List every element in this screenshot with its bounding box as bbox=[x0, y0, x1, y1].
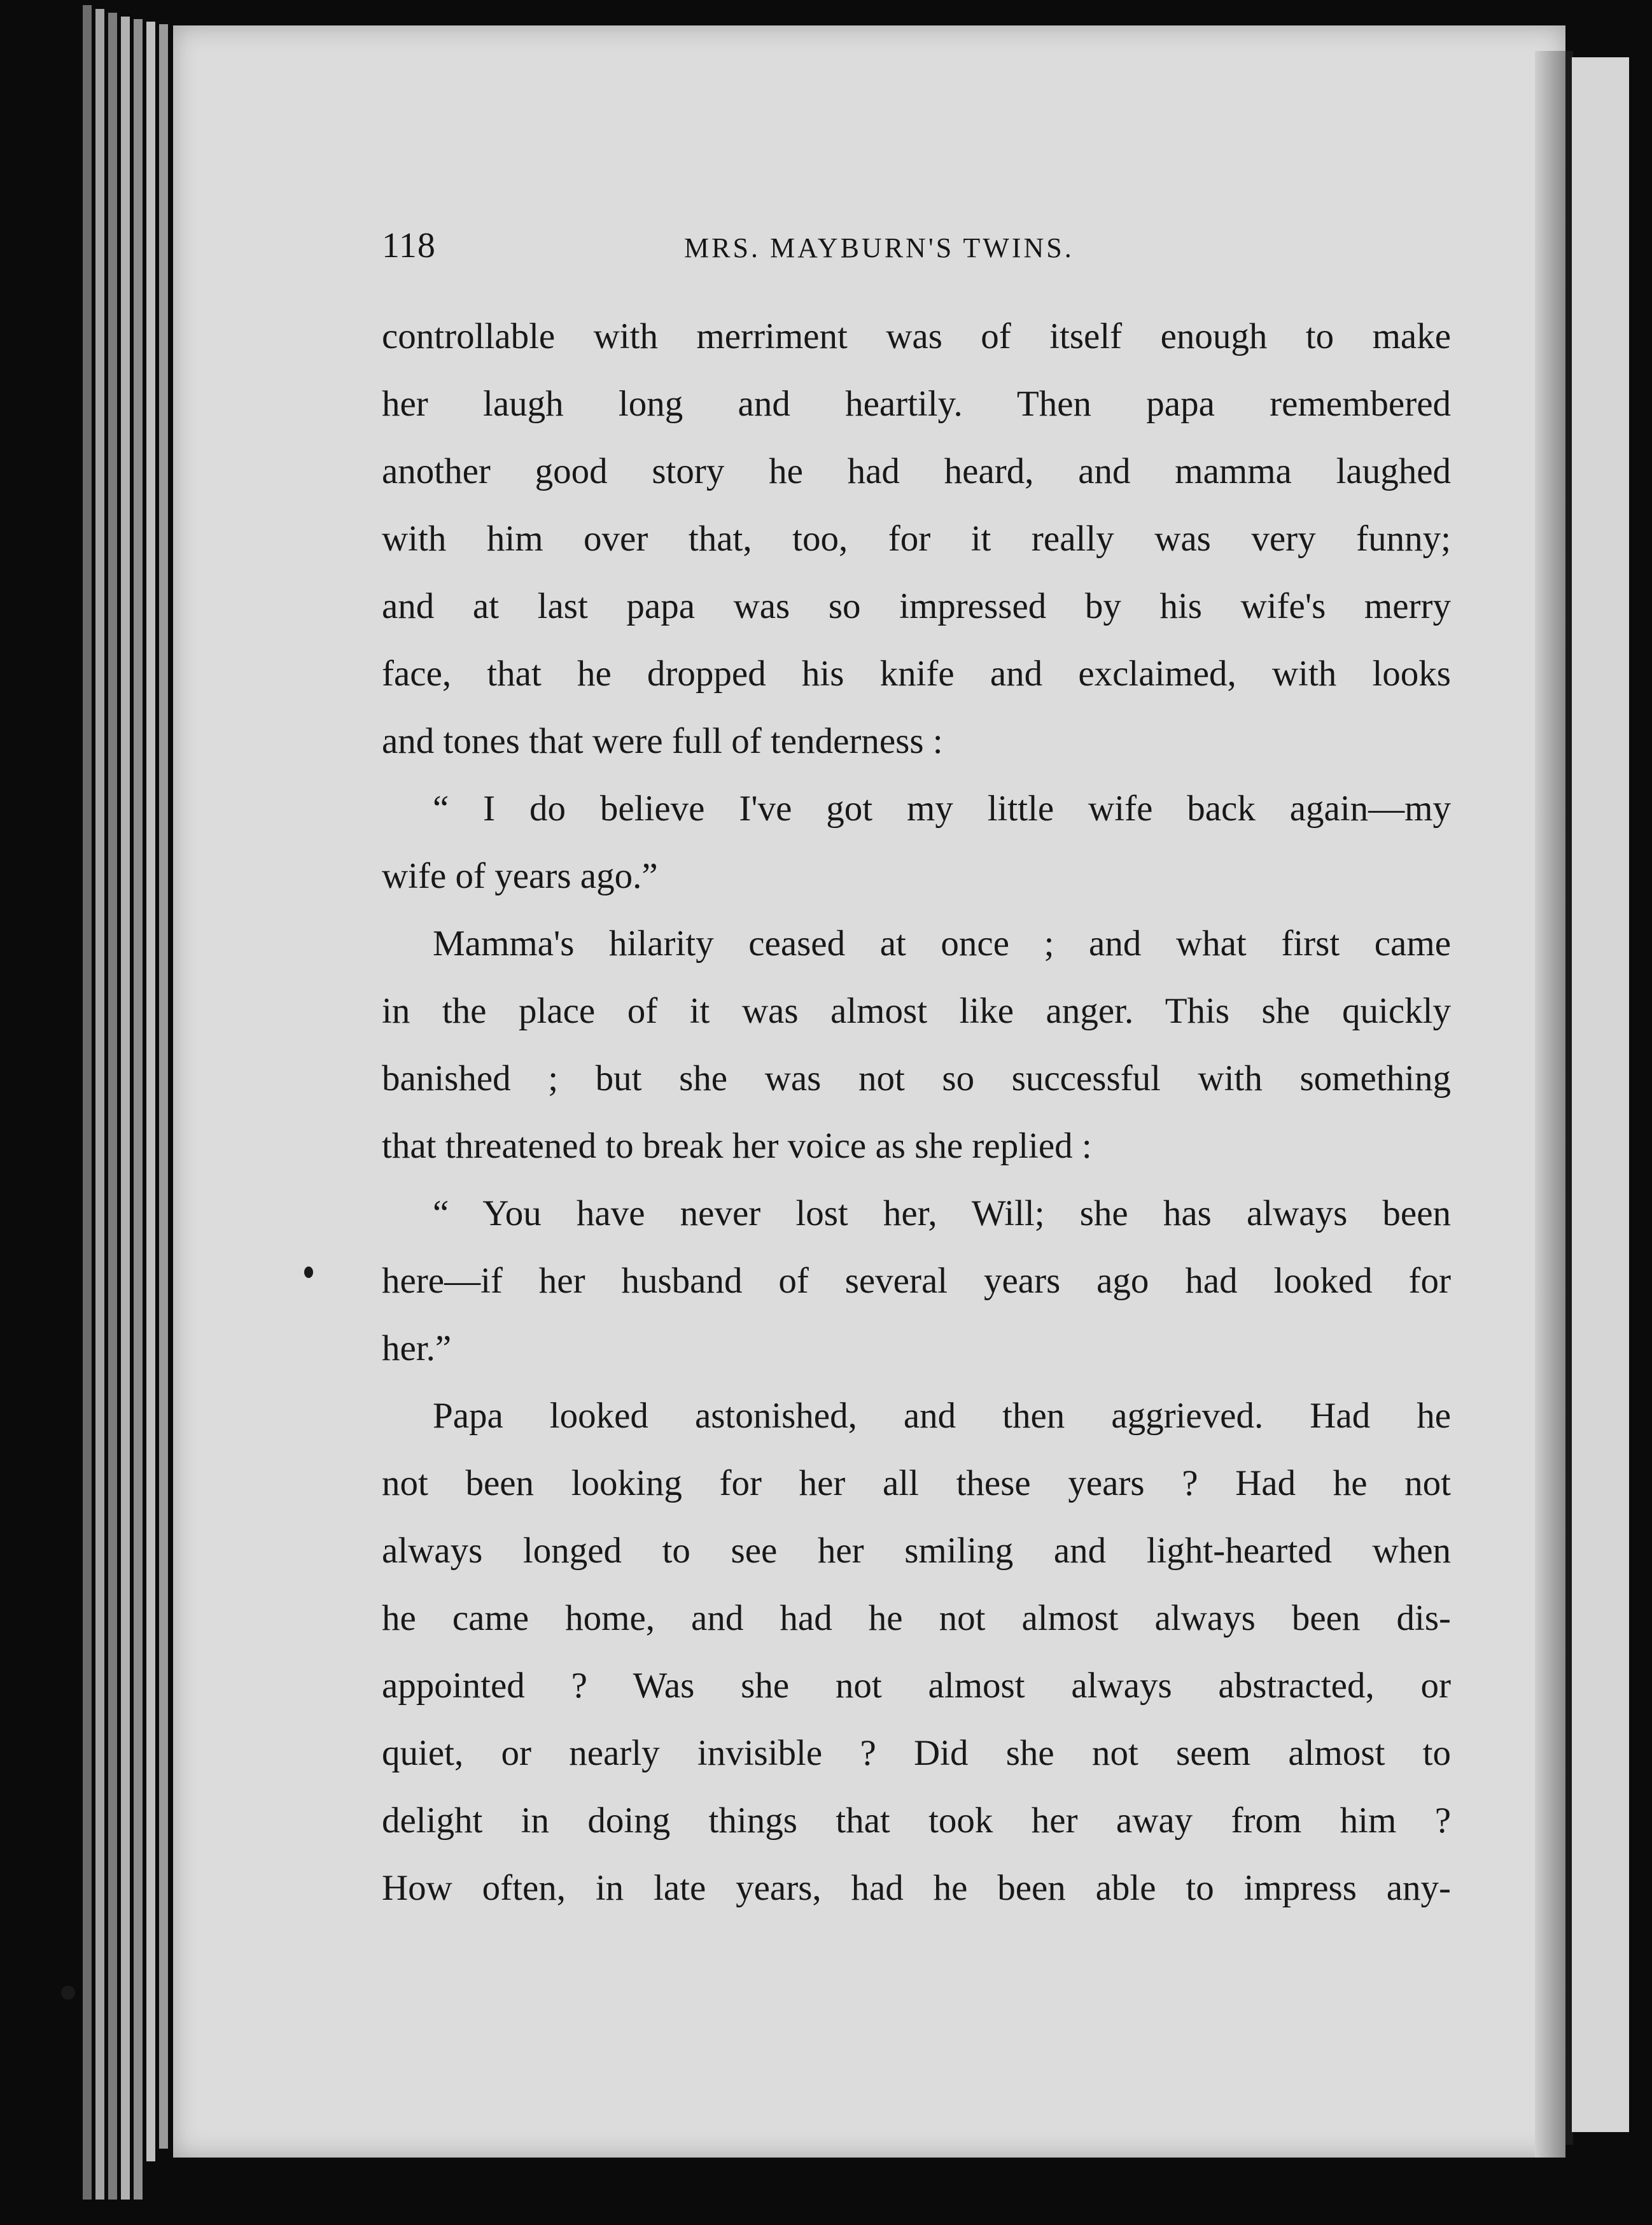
text-line: “ I do believe I've got my little wife back again—my bbox=[433, 789, 1451, 829]
text-line: and at last papa was so impressed by his wife's merry bbox=[382, 586, 1451, 626]
text-line: in the place of it was almost like anger. This she quickly bbox=[382, 991, 1451, 1031]
page-edge bbox=[83, 5, 92, 2200]
text-line: banished ; but she was not so successful with something bbox=[382, 1058, 1451, 1098]
page-edge bbox=[121, 17, 130, 2200]
running-title: MRS. MAYBURN'S TWINS. bbox=[684, 232, 1074, 263]
facing-page bbox=[1572, 57, 1629, 2132]
text-line: “ You have never lost her, Will; she has always been bbox=[433, 1193, 1451, 1233]
text-line: and tones that were full of tenderness : bbox=[382, 721, 943, 761]
gutter-shadow bbox=[1535, 51, 1565, 2158]
running-header bbox=[382, 225, 1438, 270]
page-edge bbox=[159, 24, 168, 2149]
text-line: another good story he had heard, and mamma laughed bbox=[382, 451, 1451, 491]
text-line: here—if her husband of several years ago had looked for bbox=[382, 1261, 1451, 1301]
text-line: controllable with merriment was of itself enough to make bbox=[382, 316, 1451, 356]
text-line: Mamma's hilarity ceased at once ; and what first came bbox=[433, 923, 1451, 964]
page-edge bbox=[146, 22, 155, 2161]
text-line: with him over that, too, for it really was very funny; bbox=[382, 519, 1451, 559]
ink-speck bbox=[304, 1267, 313, 1278]
text-line: appointed ? Was she not almost always abstracted, or bbox=[382, 1666, 1451, 1706]
text-line: How often, in late years, had he been able to impress any- bbox=[382, 1868, 1451, 1908]
text-line: that threatened to break her voice as she replied : bbox=[382, 1126, 1092, 1166]
text-line: always longed to see her smiling and light-hearted when bbox=[382, 1531, 1451, 1571]
text-line: he came home, and had he not almost always been dis- bbox=[382, 1598, 1451, 1638]
text-line: not been looking for her all these years ? Had he not bbox=[382, 1463, 1451, 1503]
text-line: her laugh long and heartily. Then papa remembered bbox=[382, 384, 1451, 424]
text-line: quiet, or nearly invisible ? Did she not seem almost to bbox=[382, 1733, 1451, 1773]
page-number: 118 bbox=[382, 226, 436, 265]
text-line: Papa looked astonished, and then aggrieved. Had he bbox=[433, 1396, 1451, 1436]
ink-speck bbox=[61, 1986, 75, 2000]
page-edge bbox=[95, 9, 104, 2200]
text-line: delight in doing things that took her away from him ? bbox=[382, 1800, 1451, 1841]
text-line: face, that he dropped his knife and exclaimed, with looks bbox=[382, 654, 1451, 694]
text-line: her.” bbox=[382, 1328, 452, 1368]
text-line: wife of years ago.” bbox=[382, 856, 658, 896]
body-text bbox=[382, 303, 1451, 1922]
page-edge bbox=[134, 19, 143, 2200]
page-edge bbox=[108, 13, 117, 2200]
